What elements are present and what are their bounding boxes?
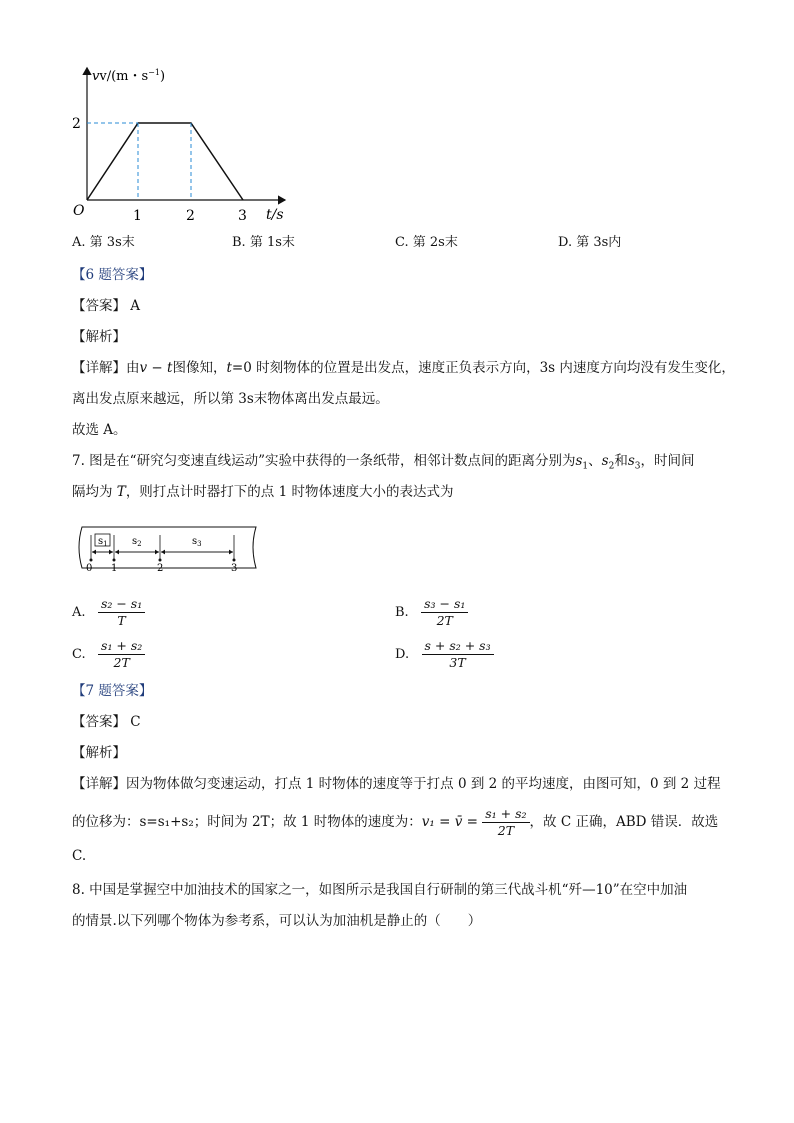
tape-point-1: 1: [111, 563, 118, 574]
t-axis-label: t/s: [266, 207, 284, 223]
q8-stem-line-2: 的情景.以下列哪个物体为参考系，可以认为加油机是静止的（ ）: [72, 913, 482, 929]
tape-point-3: 3: [231, 563, 238, 574]
q7-analysis-tag: 【解析】: [72, 745, 126, 761]
tape-label-s2: $s_2$: [132, 536, 142, 548]
q6-option-b: B. 第 1s末: [232, 235, 295, 250]
velocity-curve: [87, 123, 243, 200]
v-tick-label: 2: [72, 116, 81, 132]
q7-option-c: C. $\frac{\text{s₁ + s₂}}{2T}$: [72, 638, 145, 671]
q7-detail-line-1: 【详解】因为物体做匀变速运动，打点 1 时物体的速度等于打点 0 到 2 的平均速度，由图可知，0 到 2 过程: [72, 776, 721, 792]
tape-point-0: 0: [86, 563, 93, 574]
velocity-time-graph: [60, 62, 290, 224]
q7-stem-line-2: 隔均为 T，则打点计时器打下的点 1 时物体速度大小的表达式为: [72, 484, 454, 500]
q6-conclusion: 故选 A。: [72, 422, 127, 438]
q7-stem-line-1: 7. 图是在“研究匀变速直线运动”实验中获得的一条纸带，相邻计数点间的距离分别为$s_1$、$s_2$和$s_3$，时间间: [72, 453, 695, 472]
t-tick-3: 3: [238, 208, 247, 224]
q6-option-d: D. 第 3s内: [558, 235, 622, 250]
t-tick-1: 1: [133, 208, 142, 224]
q7-answer: 【答案】 C: [72, 714, 141, 730]
q7-option-b: B. $\frac{\text{s₃ − s₁}}{2T}$: [395, 596, 468, 629]
q7-detail-line-2: 的位移为：s=s₁+s₂；时间为 2T；故 1 时物体的速度为：v₁ = v̄ = $\frac{\text{s₁ + s₂}}{2T}$ ，故 C 正确，ABD 错误．故选: [72, 806, 719, 838]
t-tick-2: 2: [186, 208, 195, 224]
q7-detail-line-3: C.: [72, 848, 87, 864]
q6-answer-header: 【6 题答案】: [72, 267, 153, 283]
origin-label: O: [73, 203, 85, 219]
tape-label-s3: $s_3$: [192, 536, 202, 548]
q7-option-a: A. $\frac{\text{s₂ − s₁}}{T}$: [72, 596, 145, 629]
q6-option-a: A. 第 3s末: [72, 235, 135, 250]
paper-tape-diagram: [74, 522, 264, 574]
v-axis-label: vv/(m・$s^{-1}$): [92, 68, 166, 84]
q6-detail-line-1: 【详解】由v − t图像知，t=0 时刻物体的位置是出发点，速度正负表示方向，3s 内速度方向均没有发生变化，: [72, 360, 735, 376]
q6-analysis-tag: 【解析】: [72, 329, 126, 345]
q8-stem-line-1: 8. 中国是掌握空中加油技术的国家之一，如图所示是我国自行研制的第三代战斗机“歼—10”在空中加油: [72, 882, 688, 898]
tape-point-2: 2: [157, 563, 164, 574]
q6-option-c: C. 第 2s末: [395, 235, 458, 250]
q7-answer-header: 【7 题答案】: [72, 683, 153, 699]
tape-label-s1: $s_1$: [98, 536, 108, 548]
q6-detail-line-2: 离出发点原来越远，所以第 3s末物体离出发点最远。: [72, 391, 389, 407]
q6-answer: 【答案】 A: [72, 298, 141, 314]
q7-option-d: D. $\frac{\text{s + s₂ + s₃}}{3T}$: [395, 638, 494, 671]
